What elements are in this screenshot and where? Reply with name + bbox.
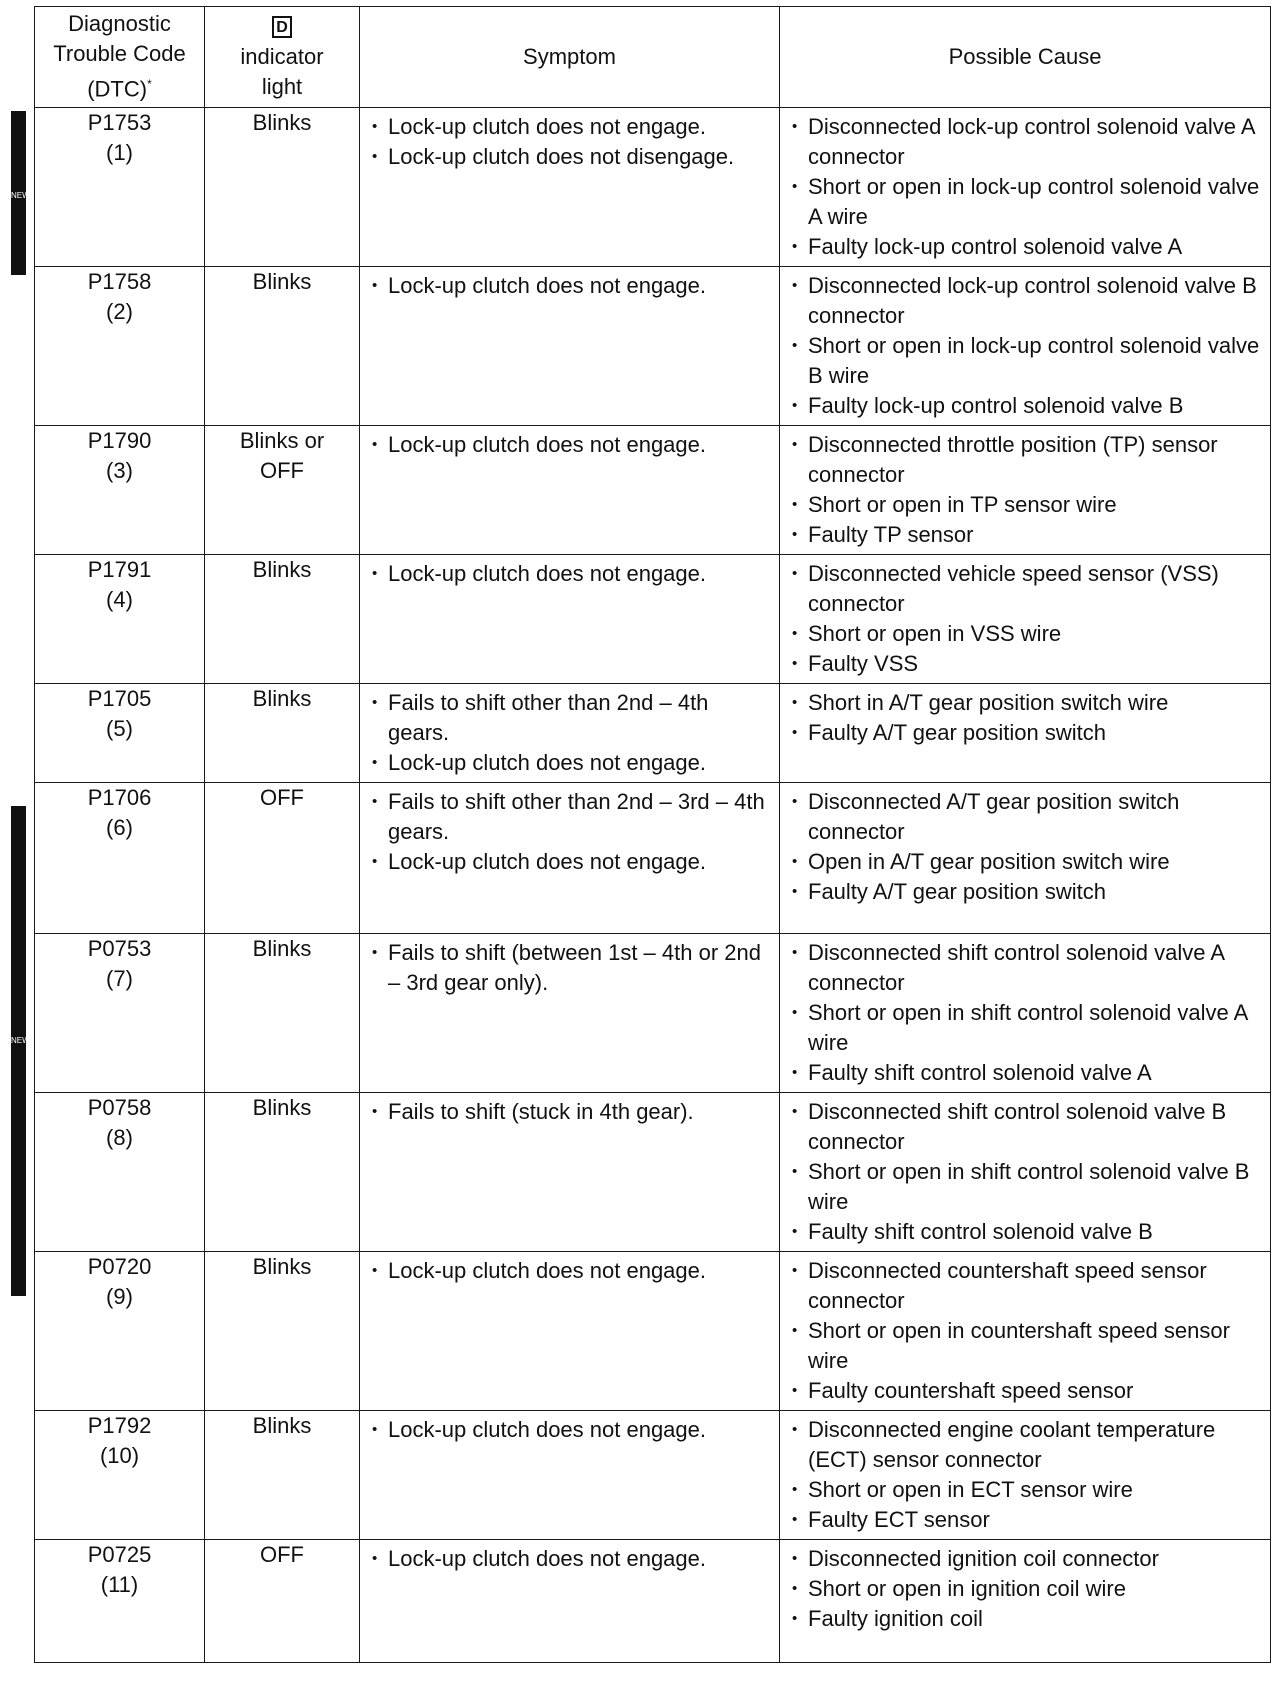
symptom-cell — [360, 267, 780, 426]
cause-item: • Disconnected vehicle speed sensor (VSS) connector — [790, 559, 1262, 619]
table-row — [35, 555, 1271, 684]
dtc-ref-number: (11) — [100, 1572, 139, 1597]
cause-list — [790, 271, 1262, 421]
dtc-code: P1705 — [87, 686, 152, 711]
symptom-list — [370, 1544, 771, 1574]
d-indicator-icon: D — [272, 16, 292, 38]
cause-item: • Faulty lock-up control solenoid valve A — [790, 232, 1262, 262]
footnote-mark: * — [147, 77, 152, 92]
cause-item: • Short or open in ECT sensor wire — [790, 1475, 1262, 1505]
symptom-cell — [360, 934, 780, 1093]
symptom-list — [370, 271, 771, 301]
dtc-code-cell — [35, 1093, 205, 1252]
table-row — [35, 108, 1271, 267]
cause-list — [790, 1256, 1262, 1406]
table-header-row — [35, 7, 1271, 108]
cause-item: • Disconnected engine coolant temperature (ECT) sensor connector — [790, 1415, 1262, 1475]
cause-item: • Faulty countershaft speed sensor — [790, 1376, 1262, 1406]
cause-item: • Short or open in countershaft speed sensor wire — [790, 1316, 1262, 1376]
dtc-header-line: (DTC) — [87, 76, 148, 102]
cause-item: • Disconnected shift control solenoid valve B connector — [790, 1097, 1262, 1157]
indicator-status: Blinks or OFF — [205, 426, 360, 555]
cause-list — [790, 1415, 1262, 1535]
cause-item: • Faulty shift control solenoid valve A — [790, 1058, 1262, 1088]
revision-tag: NEW — [11, 191, 30, 200]
cause-item: • Short or open in lock-up control solenoid valve A wire — [790, 172, 1262, 232]
table-row — [35, 684, 1271, 783]
table-body — [35, 108, 1271, 1663]
dtc-ref-number: (3) — [106, 458, 133, 483]
dtc-code-cell — [35, 783, 205, 934]
dtc-code: P1753 — [87, 110, 152, 135]
symptom-column-header: Symptom — [360, 7, 780, 108]
cause-item: • Faulty TP sensor — [790, 520, 1262, 550]
cause-item: • Short or open in shift control solenoid valve B wire — [790, 1157, 1262, 1217]
dtc-code-cell — [35, 1540, 205, 1663]
cause-item: • Short in A/T gear position switch wire — [790, 688, 1262, 718]
indicator-status: OFF — [205, 783, 360, 934]
cause-item: • Short or open in TP sensor wire — [790, 490, 1262, 520]
cause-item: • Faulty A/T gear position switch — [790, 877, 1262, 907]
symptom-item: • Lock-up clutch does not engage. — [370, 1415, 771, 1445]
symptom-cell — [360, 783, 780, 934]
indicator-status: Blinks — [205, 1093, 360, 1252]
dtc-ref-number: (7) — [106, 966, 133, 991]
cause-list — [790, 787, 1262, 907]
symptom-item: • Lock-up clutch does not engage. — [370, 112, 771, 142]
dtc-ref-number: (4) — [106, 587, 133, 612]
symptom-list — [370, 430, 771, 460]
dtc-code-cell — [35, 267, 205, 426]
table-row — [35, 1252, 1271, 1411]
dtc-code: P1758 — [87, 269, 152, 294]
cause-column-header: Possible Cause — [780, 7, 1271, 108]
symptom-item: • Lock-up clutch does not engage. — [370, 271, 771, 301]
symptom-list — [370, 1097, 771, 1127]
cause-list — [790, 1544, 1262, 1634]
symptom-list — [370, 1415, 771, 1445]
table-row — [35, 1093, 1271, 1252]
dtc-ref-number: (6) — [106, 815, 133, 840]
table-row — [35, 1540, 1271, 1663]
dtc-ref-number: (5) — [106, 716, 133, 741]
dtc-code-cell — [35, 934, 205, 1093]
indicator-status: Blinks — [205, 108, 360, 267]
dtc-code-cell — [35, 1411, 205, 1540]
cause-list — [790, 430, 1262, 550]
dtc-code: P0753 — [87, 936, 152, 961]
dtc-column-header — [35, 7, 205, 108]
symptom-item: • Fails to shift other than 2nd – 4th gears. — [370, 688, 771, 748]
cause-list — [790, 112, 1262, 262]
indicator-status: Blinks — [205, 1411, 360, 1540]
dtc-code: P0758 — [87, 1095, 152, 1120]
cause-item: • Faulty ignition coil — [790, 1604, 1262, 1634]
symptom-list — [370, 688, 771, 778]
symptom-cell — [360, 426, 780, 555]
dtc-code: P1790 — [87, 428, 152, 453]
symptom-item: • Fails to shift (stuck in 4th gear). — [370, 1097, 771, 1127]
symptom-cell — [360, 684, 780, 783]
indicator-status: Blinks — [205, 267, 360, 426]
cause-cell — [780, 1252, 1271, 1411]
indicator-status: Blinks — [205, 684, 360, 783]
symptom-cell — [360, 555, 780, 684]
cause-list — [790, 688, 1262, 748]
cause-item: • Disconnected ignition coil connector — [790, 1544, 1262, 1574]
cause-cell — [780, 108, 1271, 267]
table-row — [35, 934, 1271, 1093]
cause-item: • Faulty lock-up control solenoid valve B — [790, 391, 1262, 421]
indicator-status: Blinks — [205, 1252, 360, 1411]
cause-list — [790, 1097, 1262, 1247]
indicator-header-line: indicator — [240, 44, 324, 69]
dtc-ref-number: (9) — [106, 1284, 133, 1309]
revision-tag: NEW — [11, 1036, 30, 1045]
dtc-code: P1792 — [87, 1413, 152, 1438]
cause-item: • Short or open in shift control solenoid valve A wire — [790, 998, 1262, 1058]
cause-item: • Faulty ECT sensor — [790, 1505, 1262, 1535]
cause-item: • Faulty A/T gear position switch — [790, 718, 1262, 748]
indicator-header-line: light — [261, 74, 303, 99]
cause-item: • Short or open in VSS wire — [790, 619, 1262, 649]
symptom-list — [370, 787, 771, 877]
symptom-cell — [360, 1540, 780, 1663]
dtc-header-line: Trouble Code — [53, 41, 186, 67]
dtc-code: P1706 — [87, 785, 152, 810]
cause-item: • Disconnected throttle position (TP) sensor connector — [790, 430, 1262, 490]
cause-list — [790, 938, 1262, 1088]
dtc-code-cell — [35, 426, 205, 555]
cause-cell — [780, 1093, 1271, 1252]
symptom-item: • Lock-up clutch does not engage. — [370, 1544, 771, 1574]
symptom-item: • Fails to shift (between 1st – 4th or 2nd – 3rd gear only). — [370, 938, 771, 998]
cause-cell — [780, 1411, 1271, 1540]
indicator-status: Blinks — [205, 934, 360, 1093]
table-row — [35, 1411, 1271, 1540]
cause-item: • Short or open in ignition coil wire — [790, 1574, 1262, 1604]
cause-item: • Disconnected countershaft speed sensor connector — [790, 1256, 1262, 1316]
symptom-cell — [360, 1252, 780, 1411]
dtc-code-cell — [35, 555, 205, 684]
dtc-ref-number: (1) — [106, 140, 133, 165]
cause-cell — [780, 934, 1271, 1093]
dtc-ref-number: (2) — [106, 299, 133, 324]
revision-bar — [11, 806, 30, 1296]
dtc-code: P0720 — [87, 1254, 152, 1279]
symptom-item: • Lock-up clutch does not engage. — [370, 748, 771, 778]
symptom-cell — [360, 1411, 780, 1540]
symptom-cell — [360, 1093, 780, 1252]
symptom-item: • Lock-up clutch does not engage. — [370, 847, 771, 877]
dtc-code-cell — [35, 108, 205, 267]
symptom-item: • Lock-up clutch does not engage. — [370, 1256, 771, 1286]
cause-cell — [780, 783, 1271, 934]
symptom-list — [370, 559, 771, 589]
symptom-item: • Lock-up clutch does not engage. — [370, 559, 771, 589]
dtc-code: P1791 — [87, 557, 152, 582]
dtc-ref-number: (10) — [99, 1443, 140, 1468]
dtc-code: P0725 — [87, 1542, 152, 1567]
symptom-item: • Lock-up clutch does not engage. — [370, 430, 771, 460]
cause-cell — [780, 1540, 1271, 1663]
cause-cell — [780, 684, 1271, 783]
table-row — [35, 267, 1271, 426]
indicator-status: Blinks — [205, 555, 360, 684]
cause-item: • Disconnected shift control solenoid valve A connector — [790, 938, 1262, 998]
indicator-status: OFF — [205, 1540, 360, 1663]
revision-bar — [11, 111, 30, 275]
cause-item: • Disconnected lock-up control solenoid valve A connector — [790, 112, 1262, 172]
indicator-column-header — [205, 7, 360, 108]
dtc-table — [34, 6, 1271, 1663]
cause-item: • Open in A/T gear position switch wire — [790, 847, 1262, 877]
cause-cell — [780, 426, 1271, 555]
dtc-header-line: Diagnostic — [68, 11, 171, 37]
cause-item: • Short or open in lock-up control solenoid valve B wire — [790, 331, 1262, 391]
cause-list — [790, 559, 1262, 679]
cause-item: • Disconnected A/T gear position switch connector — [790, 787, 1262, 847]
cause-item: • Disconnected lock-up control solenoid valve B connector — [790, 271, 1262, 331]
dtc-ref-number: (8) — [106, 1125, 133, 1150]
symptom-cell — [360, 108, 780, 267]
dtc-code-cell — [35, 684, 205, 783]
table-row — [35, 783, 1271, 934]
symptom-list — [370, 938, 771, 998]
cause-cell — [780, 267, 1271, 426]
cause-item: • Faulty VSS — [790, 649, 1262, 679]
symptom-list — [370, 112, 771, 172]
cause-cell — [780, 555, 1271, 684]
cause-item: • Faulty shift control solenoid valve B — [790, 1217, 1262, 1247]
symptom-list — [370, 1256, 771, 1286]
dtc-code-cell — [35, 1252, 205, 1411]
symptom-item: • Lock-up clutch does not disengage. — [370, 142, 771, 172]
symptom-item: • Fails to shift other than 2nd – 3rd – 4th gears. — [370, 787, 771, 847]
table-row — [35, 426, 1271, 555]
